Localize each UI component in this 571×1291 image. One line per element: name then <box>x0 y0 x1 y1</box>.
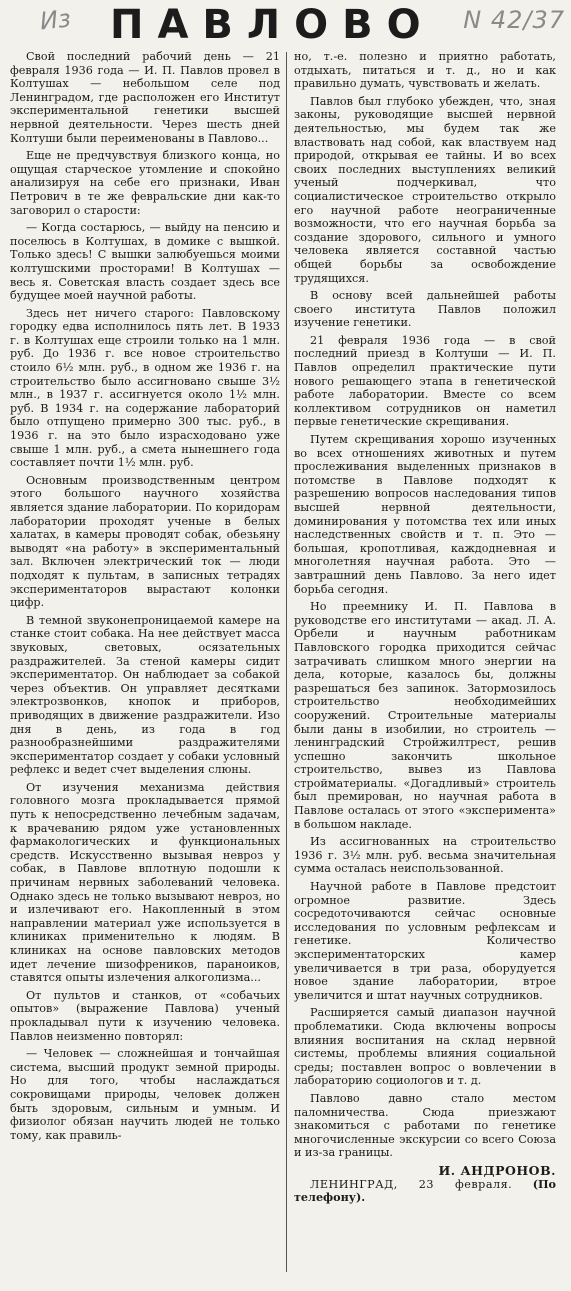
paragraph: но, т.-е. полезно и приятно работать, отдыхать, питаться и т. д., но и как правильно думать, чувствовать и желать. <box>294 50 556 91</box>
right-column <box>294 50 556 1209</box>
author-signature: И. АНДРОНОВ. <box>438 1162 556 1178</box>
paragraph: — Когда состарюсь, — выйду на пенсию и поселюсь в Колтушах, в домике с вышкой. Только здесь! С вышки залюбуешься моими колтушскими просторами! В Колтушах — весь я. Советская власть создает здесь все будущее моей научной работы. <box>10 221 280 303</box>
paragraph: Из ассигнованных на строительство 1936 г. 3½ млн. руб. весьма значительная сумма осталась неиспользованной. <box>294 835 556 876</box>
column-divider <box>286 52 287 1272</box>
dateline-city: ЛЕНИНГРАД, 23 февраля. <box>310 1177 513 1191</box>
paragraph: 21 февраля 1936 года — в свой последний приезд в Колтуши — И. П. Павлов определил практические пути нового решающего этапа в генетической работе лаборатории. Вместе со всем коллективом сотрудников он наметил первые генетические скрещивания. <box>294 333 556 429</box>
handwritten-note-right: N 42/37 <box>463 6 565 34</box>
paragraph: Основным производственным центром этого большого научного хозяйства является здание лаборатории. По коридорам лаборатории проходят ученые в белых халатах, в камеры проводят собак, обезьяну выводят «на работу» в экспериментальный зал. Включен электрический ток — люди подходят к пультам, в записных тетрадях экспериментаторов вырастают колонки цифр. <box>10 473 280 610</box>
paragraph: Но преемнику И. П. Павлова в руководстве его институтами — акад. Л. А. Орбели и научным работникам Павловского городка приходится сейчас затрачивать слишком много энергии на дела, которые, казалось бы, должны разрешаться без запинок. Затормозилось строительство необходимейших сооружений. Строительные материалы были даны в изобилии, но строитель — ленинградский Стройжилтрест, решив успешно закончить школьное строительство, вывез из Павлова стройматериалы. «Догадливый» строитель был премирован, но научная работа в Павлове осталась от этого «эксперимента» в большом накладе. <box>294 600 556 831</box>
paragraph: — Человек — сложнейшая и тончайшая система, высший продукт земной природы. Но для того, чтобы наслаждаться сокровищами природы, человек должен быть здоровым, сильным и умным. И физиолог обязан научить людей не только тому, как правиль- <box>10 1047 280 1142</box>
paragraph: В темной звуконепроницаемой камере на станке стоит собака. На нее действует масса звуковых, световых, осязательных раздражителей. За стеной камеры сидит экспериментатор. Он наблюдает за собакой через объектив. Он управляет десятками электрозвонков, кнопок и приборов, приводящих в движение раздражители. Изо дня в день, из года в год разнообразнейшими раздражителями экспериментатор создает у собаки условный рефлекс и ведет счет выделения слюны. <box>10 613 280 777</box>
paragraph: Павлов был глубоко убежден, что, зная законы, руководящие высшей нервной деятельностью, мы будем так же властвовать над собой, как властвуем над природой, открывая ее тайны. И во всех своих последних выступлениях великий ученый подчеркивал, что социалистическое строительство открыло его научной работе неограниченные возможности, что его научная борьба за создание здорового, сильного и умного человека является составной частью общей борьбы за освобождение трудящихся. <box>294 94 556 285</box>
paragraph: От изучения механизма действия головного мозга прокладывается прямой путь к непосредственно лечебным задачам, к врачеванию рядом уже установленных фармакологических и функциональных средств. Искусственно вызывая невроз у собак, в Павлове вплотную подошли к причинам нервных заболеваний человека. Однако здесь не только вызывают невроз, но и излечивают его. Накопленный в этом направлении материал уже используется в клиниках применительно к людям. В клиниках на основе павловских методов идет лечение шизофреников, параноиков, ставятся опыты излечения алкоголизма... <box>10 780 280 985</box>
masthead <box>0 0 571 48</box>
paragraph: Расширяется самый диапазон научной проблематики. Сюда включены вопросы влияния воспитания на склад нервной системы, проблемы влияния социальной среды; поставлен вопрос о вовлечении в лабораторию социологов и т. д. <box>294 1006 556 1088</box>
paragraph: В основу всей дальнейшей работы своего института Павлов положил изучение генетики. <box>294 289 556 330</box>
dateline <box>294 1178 556 1205</box>
article-title: ПАВЛОВО <box>110 2 435 48</box>
paragraph: Еще не предчувствуя близкого конца, но ощущая старческое утомление и спокойно анализируя на себе его признаки, Иван Петрович в те же февральские дни как-то заговорил о старости: <box>10 149 280 217</box>
left-column <box>10 50 280 1146</box>
paragraph: Павлово давно стало местом паломничества. Сюда приезжают знакомиться с работами по генетике многочисленные экскурсии со всего Союза и из-за границы. <box>294 1091 556 1160</box>
paragraph: Здесь нет ничего старого: Павловскому городку едва исполнилось пять лет. В 1933 г. в Колтушах еще строили только на 1 млн. руб. До 1936 г. все новое строительство стоило 6½ млн. руб., в одном же 1936 г. на строительство было ассигновано свыше 3½ млн., в 1937 г. ассигнуется около 1½ млн. руб. В 1934 г. на содержание лабораторий было отпущено примерно 300 тыс. руб., в 1936 г. на это было израсходовано уже свыше 1 млн. руб., а смета нынешнего года составляет почти 1½ млн. руб. <box>10 306 280 470</box>
paragraph: Научной работе в Павлове предстоит огромное развитие. Здесь сосредоточиваются сейчас основные исследования по условным рефлексам и генетике. Количество экспериментаторских камер увеличивается в три раза, оборудуется новое здание лаборатории, втрое увеличится и штат научных сотрудников. <box>294 880 556 1002</box>
paragraph: Путем скрещивания хорошо изученных во всех отношениях животных и путем прослеживания выделенных признаков в потомстве в Павлове подходят к разрешению вопросов наследования типов высшей нервной деятельности, доминирования у потомства тех или иных наследственных свойств и т. п. Это — большая, кропотливая, каждодневная и многолетняя научная работа. Это — завтрашний день Павлово. За него идет борьба сегодня. <box>294 433 556 596</box>
paragraph: Свой последний рабочий день — 21 февраля 1936 года — И. П. Павлов провел в Колтушах — небольшом селе под Ленинградом, где расположен его Институт экспериментальной генетики высшей нервной деятельности. Через шесть дней Колтуши были переименованы в Павлово... <box>10 50 280 145</box>
dateline-note: (По телефону). <box>294 1176 557 1205</box>
handwritten-note-left: Из <box>38 4 73 36</box>
paragraph: От пультов и станков, от «собачьих опытов» (выражение Павлова) ученый прокладывал пути к изучению человека. Павлов неизменно повторял: <box>10 988 280 1043</box>
